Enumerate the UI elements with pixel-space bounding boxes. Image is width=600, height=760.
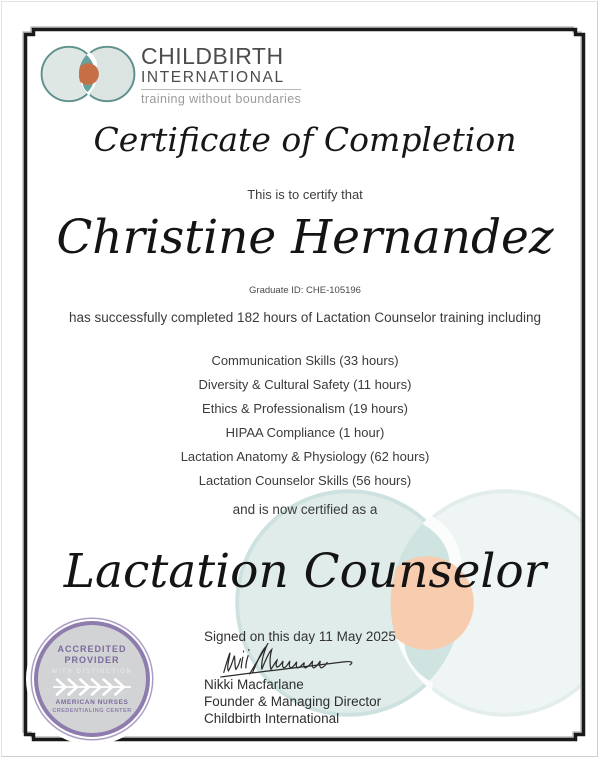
certify-text: This is to certify that [247,187,363,202]
logo-wordmark-line1: CHILDBIRTH [141,43,284,69]
graduate-id: Graduate ID: CHE-105196 [249,285,361,296]
certified-as-text: and is now certified as a [232,502,378,517]
badge-org-text: AMERICAN NURSES [55,698,129,706]
course-item: Lactation Anatomy & Physiology (62 hours) [180,449,430,464]
completion-text: has successfully completed 182 hours of Lactation Counselor training including [68,310,542,325]
logo-tagline: training without boundaries [141,92,302,106]
signer-organization: Childbirth International [204,711,340,726]
course-item: Communication Skills (33 hours) [211,353,399,368]
signed-date-line: Signed on this day 11 May 2025 [204,629,396,644]
course-item: Lactation Counselor Skills (56 hours) [198,473,412,488]
course-list [30,349,580,493]
course-item: HIPAA Compliance (1 hour) [225,425,385,440]
badge-center-text: CREDENTIALING CENTER [52,707,132,714]
laurel-chevrons-icon [49,677,135,697]
childbirth-logo-icon [40,42,136,106]
logo-divider [141,89,301,90]
badge-distinction-text: WITH DISTINCTION [51,668,133,675]
signature-image [196,642,396,680]
course-item: Diversity & Cultural Safety (11 hours) [198,377,412,392]
badge-provider-text: PROVIDER [64,654,120,665]
badge-accredited-text: ACCREDITED [57,643,127,654]
signer-role: Founder & Managing Director [204,694,382,709]
recipient-name: Christine Hernandez [56,210,554,265]
logo-wordmark-line2: INTERNATIONAL [141,69,285,86]
signature-block [204,629,484,727]
logo-wordmark [141,44,301,106]
accreditation-badge [34,621,150,737]
childbirth-logo [40,42,301,106]
certification-title: Lactation Counselor [63,544,547,599]
course-item: Ethics & Professionalism (19 hours) [202,401,408,416]
signer-name: Nikki Macfarlane [204,677,304,692]
certificate-title: Certificate of Completion [93,120,517,159]
